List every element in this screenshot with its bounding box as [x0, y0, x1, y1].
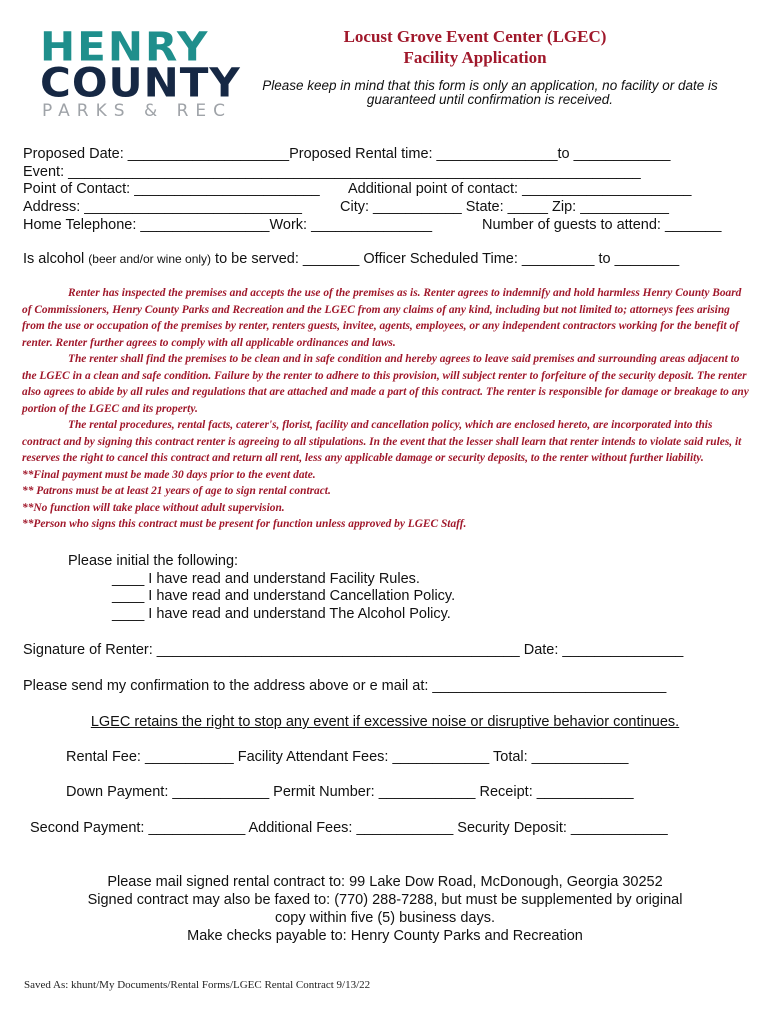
alcohol-row[interactable]: Is alcohol (beer and/or wine only) to be served: _______ Officer Scheduled Time: _________ to ________ — [23, 251, 680, 267]
page-subtitle: Facility Application — [403, 48, 547, 67]
event-row[interactable]: Event: _______________________________________________________________________ — [23, 164, 641, 180]
mail-line-3: copy within five (5) business days. — [274, 910, 495, 926]
fees-row-1[interactable]: Rental Fee: ___________ Facility Attendant Fees: ____________ Total: ____________ — [66, 749, 629, 765]
additional-contact[interactable]: Additional point of contact: _____________________ — [348, 181, 692, 197]
guests-field[interactable]: Number of guests to attend: _______ — [482, 217, 722, 233]
terms-p1: Renter has inspected the premises and accepts the use of the premises as is. Renter agrees to indemnify and hold harmless Henry County Board of Commissioners, Henry County Parks and Recreation and the LGEC from any claims of any kind, including but not limited to; attorneys fees arising from the use or occupation of the premises by renter, renters guests, invitee, agents, employees, or any independent contractors working for the benefit of renter. Renter further agrees to comply with all applicable ordinances and laws. — [22, 287, 742, 349]
terms-p2: The renter shall find the premises to be clean and in safe condition and hereby agrees to leave said premises and surrounding areas adjacent to the LGEC in a clean and safe condition. Failure by the renter to adhere to this provision, will subject renter to forfeiture of the security deposit. The renter also agrees to abide by all rules and regulations that are attached and made a part of this contract. The renter is responsible for damage or breakage to any portion of the LGEC and its property. — [22, 353, 749, 415]
point-of-contact[interactable]: Point of Contact: _______________________ — [23, 181, 320, 197]
disclaimer-note: Please keep in mind that this form is only an application, no facility or date is guaranteed until confirmation is received. — [262, 78, 718, 107]
initials-heading: Please initial the following: — [68, 553, 239, 569]
fees-row-3[interactable]: Second Payment: ____________ Additional Fees: ____________ Security Deposit: ____________ — [30, 820, 668, 836]
fees-row-2[interactable]: Down Payment: ____________ Permit Number: ____________ Receipt: ____________ — [66, 784, 634, 800]
logo-parks-rec: PARKS & REC — [42, 101, 233, 121]
initial-facility-rules[interactable]: ____ I have read and understand Facility Rules. — [112, 571, 420, 587]
noise-notice: LGEC retains the right to stop any event if excessive noise or disruptive behavior continues. — [90, 714, 680, 730]
terms-p3: The rental procedures, rental facts, caterer's, florist, facility and cancellation policy, which are enclosed hereto, are incorporated into this contract and by signing this contract renter is agreeing to all stipulations. In the event that the lesser shall learn that renter intends to violate said rules, it reserves the right to cancel this contract and return all rent, less any applicable damage or security deposits, to the renter without further liability. — [22, 419, 742, 464]
address-field[interactable]: Address: ___________________________ — [23, 199, 302, 215]
note-signer-present: **Person who signs this contract must be present for function unless approved by LGEC Staff. — [22, 518, 467, 530]
note-age: ** Patrons must be at least 21 years of age to sign rental contract. — [22, 485, 331, 497]
initial-cancellation[interactable]: ____ I have read and understand Cancellation Policy. — [112, 588, 456, 604]
page-title: Locust Grove Event Center (LGEC) — [343, 27, 607, 46]
signature-row[interactable]: Signature of Renter: _____________________________________________ Date: _______________ — [23, 642, 684, 658]
email-row[interactable]: Please send my confirmation to the address above or e mail at: _____________________________ — [23, 678, 667, 694]
mail-line-2: Signed contract may also be faxed to: (770) 288-7288, but must be supplemented by original — [87, 892, 683, 908]
telephone-row[interactable]: Home Telephone: ________________Work: _______________ — [23, 217, 433, 233]
mail-line-4: Make checks payable to: Henry County Parks and Recreation — [187, 928, 583, 944]
terms-block — [22, 285, 750, 533]
file-path-footer: Saved As: khunt/My Documents/Rental Forms/LGEC Rental Contract 9/13/22 — [24, 979, 371, 991]
note-supervision: **No function will take place without adult supervision. — [22, 501, 285, 514]
logo-county: COUNTY — [40, 59, 241, 106]
mail-line-1: Please mail signed rental contract to: 99 Lake Dow Road, McDonough, Georgia 30252 — [107, 874, 663, 890]
note-final-payment: **Final payment must be made 30 days prior to the event date. — [22, 468, 316, 481]
proposed-date-row[interactable]: Proposed Date: ____________________Proposed Rental time: _______________to ____________ — [23, 146, 671, 162]
logo-henry: HENRY — [40, 23, 210, 70]
initial-alcohol[interactable]: ____ I have read and understand The Alcohol Policy. — [112, 606, 451, 622]
city-state-zip[interactable]: City: ___________ State: _____ Zip: ___________ — [340, 199, 669, 215]
